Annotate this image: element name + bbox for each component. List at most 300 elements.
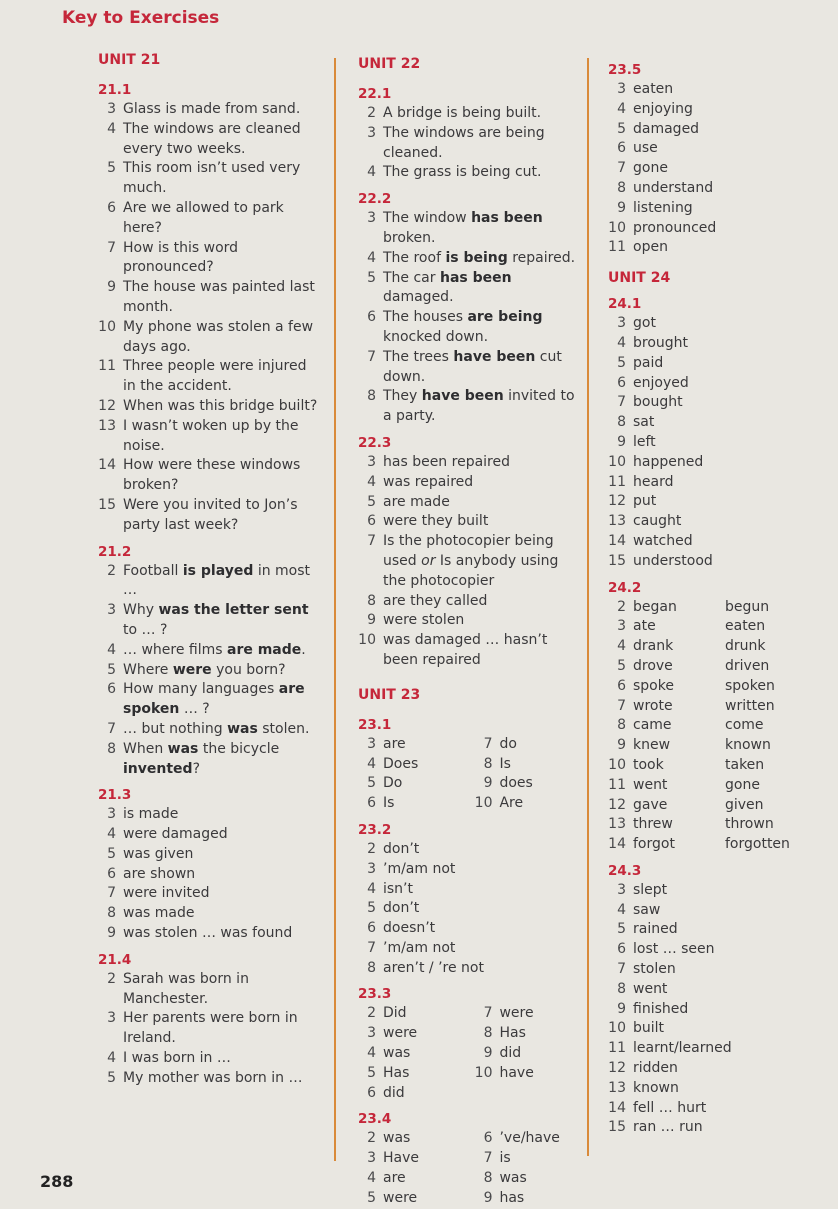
answer-item	[600, 716, 832, 736]
answer-item	[600, 815, 832, 835]
item-number: 10	[474, 795, 493, 812]
item-number: 7	[617, 961, 626, 978]
answer-item	[90, 159, 322, 199]
answer-item	[350, 919, 580, 939]
item-number: 3	[367, 1150, 376, 1167]
item-text: listening	[633, 199, 693, 216]
item-text: taken	[725, 756, 765, 773]
answer-item	[350, 794, 466, 814]
item-text: Football is played in most …	[123, 562, 311, 599]
item-number: 7	[483, 735, 493, 752]
item-number: 6	[107, 681, 116, 698]
answer-item	[350, 209, 580, 249]
answer-item	[350, 1149, 466, 1169]
item-text: were invited	[123, 885, 210, 902]
column-unit-21	[90, 50, 322, 1089]
section-title: 23.3	[358, 986, 392, 1003]
item-text: went	[633, 980, 668, 997]
item-number: 8	[483, 1170, 493, 1187]
answer-item	[600, 881, 832, 901]
item-number: 5	[617, 657, 626, 674]
answer-item	[600, 1118, 832, 1138]
item-number: 3	[617, 881, 626, 898]
item-text: saw	[633, 901, 661, 918]
answer-item	[600, 835, 832, 855]
answer-item	[90, 970, 322, 1010]
item-text: was	[383, 1130, 411, 1147]
answer-item	[350, 1004, 466, 1024]
item-text: does	[499, 775, 533, 792]
item-text: Has	[383, 1064, 410, 1081]
answer-item	[600, 314, 832, 334]
item-number: 2	[617, 598, 626, 615]
item-text: given	[725, 796, 764, 813]
item-number: 9	[483, 775, 493, 792]
answer-item	[350, 1084, 466, 1104]
item-text: … where films are made.	[123, 641, 306, 658]
item-text: brought	[633, 334, 689, 351]
answer-item	[600, 1019, 832, 1039]
answer-item	[350, 269, 580, 309]
item-number: 8	[107, 905, 116, 922]
item-text: eaten	[725, 618, 766, 635]
answer-item	[600, 776, 832, 796]
answer-pair-row	[350, 735, 580, 755]
item-text: watched	[633, 532, 693, 549]
item-number: 5	[617, 921, 626, 938]
answer-item	[600, 80, 832, 100]
answer-item	[600, 697, 832, 717]
item-text: When was this bridge built?	[123, 397, 318, 414]
item-number: 4	[367, 164, 376, 181]
answer-item	[90, 884, 322, 904]
spacer	[350, 671, 580, 685]
answer-item	[350, 532, 580, 591]
item-text: enjoying	[633, 100, 693, 117]
answer-item	[600, 532, 832, 552]
answer-item	[350, 939, 580, 959]
answer-item	[90, 199, 322, 239]
section-title: 21.2	[98, 543, 132, 560]
item-text: isn’t	[383, 880, 413, 897]
answer-item	[600, 199, 832, 219]
item-text: were	[383, 1189, 418, 1206]
answer-item	[90, 397, 322, 417]
item-text: Three people were injured in the accident.	[123, 358, 307, 395]
answer-item	[90, 641, 322, 661]
answer-item	[90, 417, 322, 457]
item-number: 3	[367, 735, 376, 752]
item-number: 2	[367, 1005, 376, 1022]
item-text: Why was the letter sent to … ?	[123, 602, 309, 638]
answer-item	[350, 308, 580, 348]
item-number: 6	[367, 513, 376, 530]
item-number: 2	[107, 562, 116, 579]
item-number: 10	[98, 318, 116, 335]
answer-pair-row	[350, 1064, 580, 1084]
section-title: 23.2	[358, 821, 392, 838]
answer-item	[350, 959, 580, 979]
item-number: 5	[367, 900, 376, 917]
item-number: 4	[367, 249, 376, 266]
answer-item	[600, 736, 832, 756]
answer-item	[466, 1084, 580, 1104]
spacer	[600, 855, 832, 859]
answer-item	[350, 735, 466, 755]
item-number: 6	[617, 941, 626, 958]
item-text: put	[633, 493, 657, 510]
item-number: 10	[608, 756, 626, 773]
item-number: 12	[608, 1060, 626, 1077]
item-text: are	[383, 735, 406, 752]
item-text: were	[383, 1025, 418, 1042]
answer-item	[600, 100, 832, 120]
answer-item	[90, 239, 322, 279]
item-text: happened	[633, 453, 704, 470]
item-text: use	[633, 140, 658, 157]
answer-item	[90, 318, 322, 358]
answer-item	[466, 794, 580, 814]
answer-item	[600, 920, 832, 940]
item-number	[466, 1084, 499, 1104]
answer-item	[350, 1044, 466, 1064]
item-number: 7	[617, 697, 626, 714]
item-text: I was born in …	[123, 1050, 231, 1067]
item-number: 10	[608, 1020, 626, 1037]
answer-item	[600, 413, 832, 433]
item-number: 13	[98, 417, 116, 434]
item-number: 4	[107, 826, 116, 843]
item-number: 5	[367, 775, 376, 792]
spacer	[600, 258, 832, 268]
item-text: Her parents were born in Ireland.	[123, 1010, 298, 1047]
item-text: ’ve/have	[499, 1130, 560, 1147]
item-number: 11	[98, 358, 116, 375]
item-text: begun	[725, 598, 770, 615]
answer-item	[350, 249, 580, 269]
item-number: 8	[483, 1025, 493, 1042]
item-number: 5	[367, 1064, 376, 1081]
answer-pair-row	[350, 1189, 580, 1209]
section-title: 21.1	[98, 82, 132, 98]
item-text: A bridge is being built.	[383, 105, 542, 121]
item-text: ran … run	[633, 1119, 703, 1136]
item-text: was damaged … hasn’t been repaired	[383, 632, 548, 668]
answer-item	[350, 104, 580, 124]
answer-pair-row	[350, 1129, 580, 1149]
item-text: paid	[633, 354, 664, 371]
answer-item	[350, 387, 580, 427]
answer-item	[90, 496, 322, 536]
item-number: 10	[358, 632, 376, 649]
spacer	[350, 978, 580, 982]
section-title: 22.2	[358, 191, 392, 208]
answer-item	[350, 1064, 466, 1084]
item-number: 9	[107, 925, 116, 942]
item-text: The house was painted last month.	[123, 279, 315, 315]
answer-item	[350, 860, 580, 880]
answer-item	[350, 880, 580, 900]
item-text: Is	[499, 755, 511, 772]
item-text: forgotten	[725, 836, 790, 853]
item-number: 3	[107, 806, 116, 823]
item-number: 7	[483, 1005, 493, 1022]
answer-item	[466, 774, 580, 794]
item-number: 4	[617, 100, 626, 117]
item-text: are made	[383, 493, 450, 510]
item-text: Are we allowed to park here?	[123, 199, 284, 236]
answer-item	[600, 139, 832, 159]
item-text: did	[499, 1045, 522, 1062]
answer-item	[90, 120, 322, 160]
section-title: 21.3	[98, 787, 132, 804]
item-number: 14	[608, 532, 626, 549]
item-text: came	[633, 717, 672, 734]
item-number: 6	[367, 1084, 376, 1101]
section-title: 23.1	[358, 716, 392, 733]
item-text: Are	[499, 795, 524, 812]
answer-item	[600, 980, 832, 1000]
item-number: 5	[107, 160, 116, 177]
column-unit-23-24	[600, 58, 832, 1138]
item-text: gone	[633, 160, 668, 177]
item-number: 7	[107, 239, 116, 256]
item-text: Is the photocopier being used or Is anybody using the photocopier	[383, 533, 559, 589]
answer-item	[600, 433, 832, 453]
item-text: Does	[383, 755, 419, 772]
item-number: 9	[367, 612, 376, 629]
answer-item	[466, 1169, 580, 1189]
answer-pair-row	[350, 1084, 580, 1104]
item-text: took	[633, 756, 664, 773]
item-text: spoken	[725, 677, 775, 694]
item-text: gave	[633, 796, 668, 813]
answer-item	[600, 159, 832, 179]
item-text: are	[383, 1170, 406, 1187]
item-text: Were you invited to Jon’s party last week?	[123, 496, 298, 533]
item-text: heard	[633, 473, 674, 490]
spacer	[350, 183, 580, 187]
unit-title: UNIT 21	[98, 52, 161, 68]
page-number: 288	[40, 1172, 74, 1191]
answer-item	[350, 1129, 466, 1149]
item-text: My mother was born in …	[123, 1069, 303, 1086]
answer-item	[466, 1044, 580, 1064]
answer-item	[466, 755, 580, 775]
answer-item	[600, 1059, 832, 1079]
answer-item	[600, 677, 832, 697]
item-number: 12	[608, 796, 626, 813]
item-text: thrown	[725, 816, 774, 833]
item-number: 2	[367, 1130, 376, 1147]
answer-item	[600, 637, 832, 657]
item-text: got	[633, 315, 656, 332]
spacer	[90, 779, 322, 783]
unit-title: UNIT 23	[358, 686, 421, 703]
item-text: The roof is being repaired.	[383, 249, 576, 266]
answer-item	[600, 940, 832, 960]
item-text: I wasn’t woken up by the noise.	[123, 417, 299, 454]
item-number: 11	[608, 1040, 626, 1057]
item-text: did	[383, 1084, 405, 1101]
answer-item	[466, 1129, 580, 1149]
answer-item	[600, 796, 832, 816]
item-number: 8	[483, 755, 493, 772]
item-number: 8	[367, 592, 376, 609]
answer-item	[90, 1069, 322, 1089]
item-number: 2	[107, 970, 116, 987]
answer-item	[90, 825, 322, 845]
item-text: The window has been broken.	[383, 210, 543, 246]
item-text: aren’t / ’re not	[383, 959, 484, 976]
item-number: 6	[367, 920, 376, 937]
item-number: 3	[367, 453, 376, 470]
item-number: 5	[617, 120, 626, 137]
item-text: are shown	[123, 865, 196, 882]
item-text: drove	[633, 657, 673, 674]
item-number: 7	[617, 160, 626, 177]
unit-title: UNIT 22	[358, 56, 421, 72]
answer-item	[90, 456, 322, 496]
item-number: 5	[107, 661, 116, 678]
item-text: The houses are being knocked down.	[383, 309, 543, 345]
column-unit-22-23	[350, 50, 580, 1209]
item-text: is made	[123, 806, 179, 823]
item-text: left	[633, 433, 656, 450]
item-text: was given	[123, 845, 194, 862]
item-text: The windows are being cleaned.	[383, 124, 545, 161]
item-number: 10	[474, 1064, 493, 1081]
answer-item	[350, 631, 580, 671]
answer-item	[600, 179, 832, 199]
item-text: open	[633, 239, 668, 256]
item-number: 6	[107, 199, 116, 216]
item-text: was	[383, 1045, 411, 1062]
answer-item	[350, 840, 580, 860]
item-text: understand	[633, 179, 714, 196]
answer-item	[350, 592, 580, 612]
item-text: damaged	[633, 120, 700, 137]
item-number: 3	[617, 618, 626, 635]
item-text: Where were you born?	[123, 661, 286, 678]
answer-item	[90, 865, 322, 885]
item-number: 3	[367, 210, 376, 227]
section-title: 24.1	[608, 296, 642, 313]
spacer	[90, 536, 322, 540]
answer-item	[90, 562, 322, 602]
answer-pair-row	[350, 1149, 580, 1169]
answer-item	[90, 100, 322, 120]
item-text: do	[499, 735, 517, 752]
item-text: How is this word pronounced?	[123, 239, 239, 276]
item-number: 5	[367, 1189, 376, 1206]
item-text: eaten	[633, 81, 674, 97]
item-number: 6	[367, 795, 376, 812]
answer-item	[600, 334, 832, 354]
item-number: 11	[608, 473, 626, 490]
item-number: 13	[608, 816, 626, 833]
item-number: 2	[367, 105, 376, 121]
item-text: Glass is made from sand.	[123, 101, 301, 117]
item-text: built	[633, 1020, 665, 1037]
item-number: 4	[367, 755, 376, 772]
item-text: sat	[633, 414, 655, 431]
item-number: 7	[483, 1150, 493, 1167]
item-number: 14	[608, 836, 626, 853]
item-text	[499, 1084, 580, 1104]
item-text: rained	[633, 921, 678, 938]
item-text: The windows are cleaned every two weeks.	[123, 120, 301, 157]
item-number: 8	[617, 980, 626, 997]
answer-item	[90, 740, 322, 780]
item-text: How many languages are spoken … ?	[123, 681, 305, 718]
answer-item	[350, 512, 580, 532]
item-number: 8	[367, 388, 376, 405]
item-number: 14	[608, 1099, 626, 1116]
item-text: was	[499, 1170, 527, 1187]
item-number: 3	[107, 101, 116, 117]
item-number: 4	[617, 901, 626, 918]
answer-item	[600, 492, 832, 512]
item-number: 6	[367, 309, 376, 326]
item-text: Did	[383, 1005, 407, 1022]
item-text: has been repaired	[383, 453, 510, 470]
item-text: understood	[633, 552, 713, 569]
answer-item	[466, 1189, 580, 1209]
item-number: 7	[367, 533, 376, 550]
item-text: The trees have been cut down.	[383, 348, 562, 385]
answer-item	[90, 661, 322, 681]
item-text: don’t	[383, 900, 420, 917]
answer-item	[90, 680, 322, 720]
answer-item	[350, 1169, 466, 1189]
answer-item	[466, 1004, 580, 1024]
item-text: Sarah was born in Manchester.	[123, 970, 249, 1007]
spacer	[350, 814, 580, 818]
answer-item	[350, 473, 580, 493]
item-text: ’m/am not	[383, 939, 456, 956]
item-text: learnt/learned	[633, 1040, 732, 1057]
answer-item	[600, 960, 832, 980]
item-text: doesn’t	[383, 920, 436, 937]
item-text: The grass is being cut.	[383, 164, 542, 181]
answer-item	[350, 1024, 466, 1044]
item-number: 6	[483, 1130, 493, 1147]
item-number: 4	[367, 880, 376, 897]
section-title: 21.4	[98, 951, 132, 968]
item-number: 3	[367, 124, 376, 141]
item-text: are they called	[383, 592, 488, 609]
item-text: began	[633, 598, 677, 615]
item-number: 6	[107, 865, 116, 882]
item-text: were damaged	[123, 826, 228, 843]
answer-item	[90, 601, 322, 641]
item-number: 12	[98, 397, 116, 414]
item-number: 9	[617, 1000, 626, 1017]
item-number: 4	[367, 473, 376, 490]
section-title: 22.1	[358, 86, 392, 102]
item-number: 10	[608, 219, 626, 236]
item-text: This room isn’t used very much.	[123, 160, 301, 197]
item-number: 7	[107, 720, 116, 737]
item-number: 2	[367, 840, 376, 857]
item-number: 3	[367, 860, 376, 877]
item-number: 11	[608, 776, 626, 793]
answer-item	[90, 1009, 322, 1049]
section-title: 22.3	[358, 434, 392, 451]
item-text: Have	[383, 1150, 420, 1167]
section-title: 23.4	[358, 1111, 392, 1128]
